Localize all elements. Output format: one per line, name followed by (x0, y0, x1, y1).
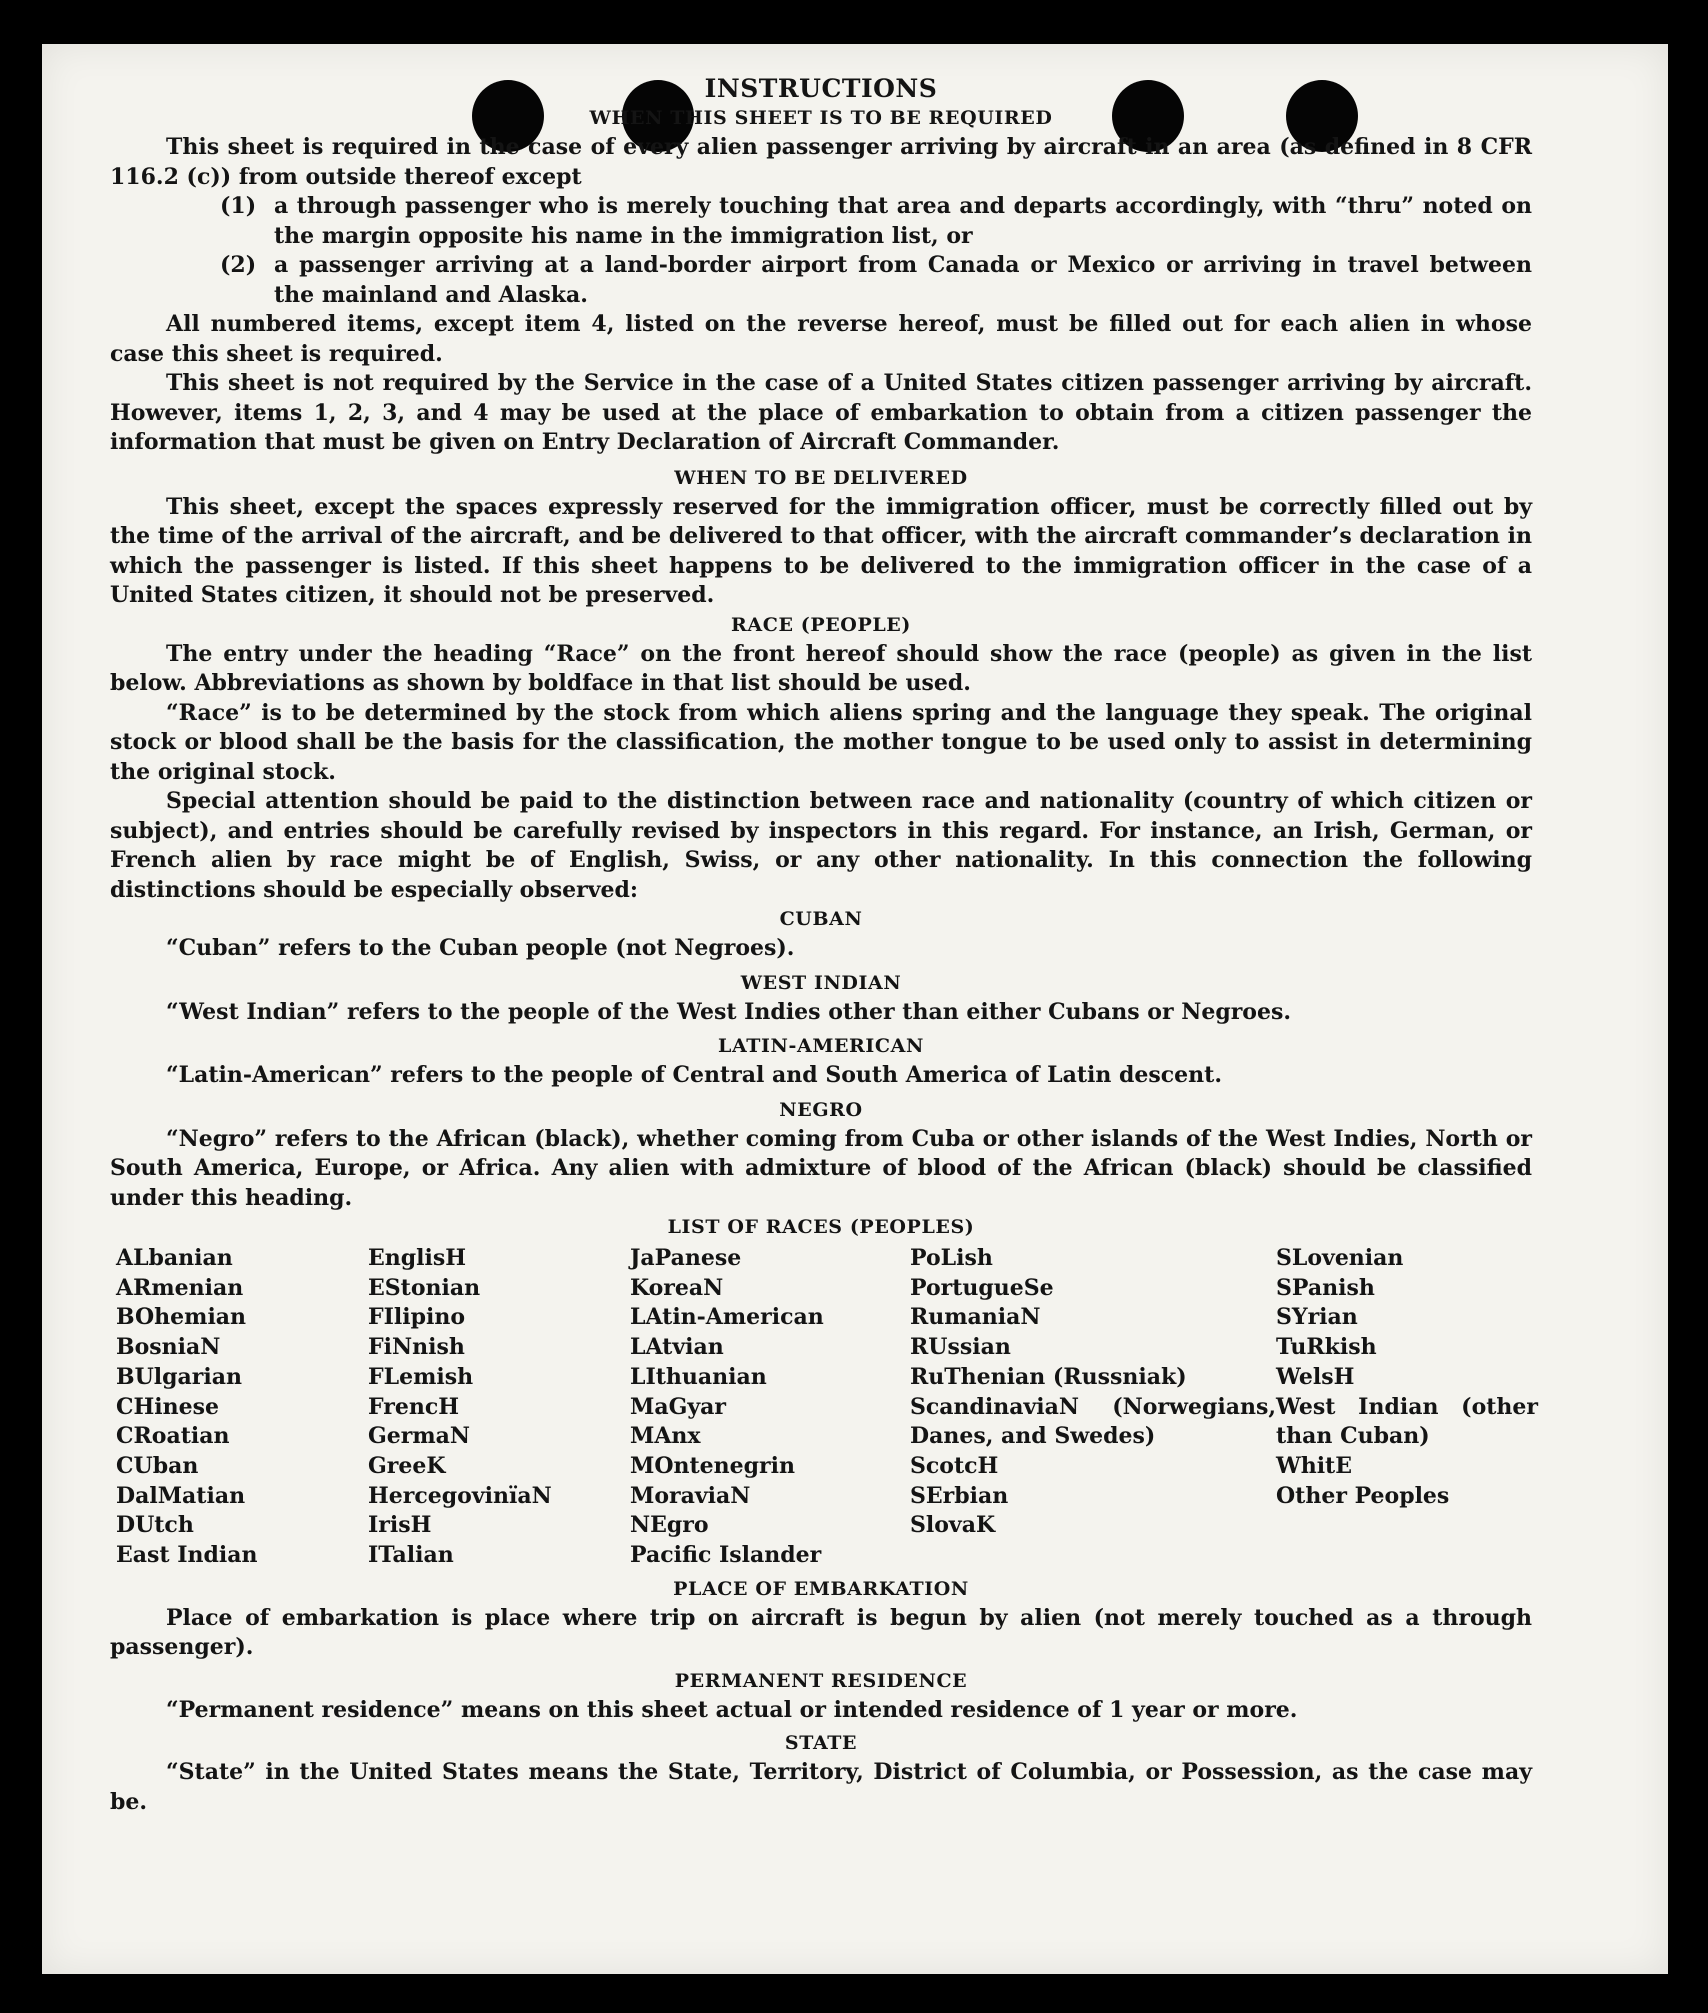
paragraph: “Negro” refers to the African (black), whether coming from Cuba or other islands of the West Indies, North or South America, Europe, or Africa. Any alien with admixture of blood of the African (black) should be classified under this heading. (110, 1125, 1532, 1211)
race-entry: ALbanian (116, 1245, 233, 1271)
race-entry: FLemish (368, 1363, 474, 1390)
page-title: INSTRUCTIONS (704, 74, 938, 103)
paragraph: Place of embarkation is place where trip on aircraft is begun by alien (not merely touched as a through passenger). (110, 1604, 1532, 1661)
paragraph: Special attention should be paid to the distinction between race and nationality (country of which citizen or subject), and entries should be carefully revised by inspectors in this regard. For instance, an Irish, German, or French alien by race might be of English, Swiss, or any other nationality. In this connection the following distinctions should be especially observed: (110, 788, 1532, 903)
list-item (220, 251, 1532, 310)
race-entry: MOntenegrin (630, 1452, 795, 1479)
section-heading-when-delivered: WHEN TO BE DELIVERED (674, 466, 968, 489)
race-entry: DUtch (116, 1512, 194, 1539)
section-heading-race: RACE (PEOPLE) (731, 613, 911, 636)
paragraph: “Race” is to be determined by the stock from which aliens spring and the language they speak. The original stock or blood shall be the basis for the classification, the mother tongue to be used only to assist in determining the original stock. (110, 699, 1532, 785)
race-entry: East Indian (116, 1542, 258, 1569)
race-entry: ITalian (368, 1542, 454, 1569)
paragraph: “Permanent residence” means on this sheet actual or intended residence of 1 year or more. (166, 1696, 1298, 1723)
instructions-content (110, 74, 1538, 1817)
section-heading-latin-american: LATIN-AMERICAN (718, 1035, 924, 1057)
section-heading-when-required: WHEN THIS SHEET IS TO BE REQUIRED (589, 107, 1053, 129)
race-entry: SYrian (1276, 1304, 1358, 1331)
paragraph: “West Indian” refers to the people of the West Indies other than either Cubans or Negroes. (166, 998, 1292, 1025)
race-entry: RUssian (910, 1334, 1011, 1361)
race-entry: CHinese (116, 1393, 220, 1420)
race-entry: EnglisH (368, 1245, 467, 1271)
paragraph: The entry under the heading “Race” on the front hereof should show the race (people) as given in the list below. Abbreviations as shown by boldface in that list should be used. (110, 640, 1532, 696)
item-text: a through passenger who is merely touching that area and departs accordingly, with “thru” noted on the margin opposite his name in the immigration list, or (274, 193, 1532, 249)
race-entry: SLovenian (1276, 1245, 1404, 1271)
race-entry: PortugueSe (910, 1274, 1054, 1301)
race-entry: FrencH (368, 1393, 459, 1420)
race-entry: EStonian (368, 1274, 481, 1301)
item-text: a passenger arriving at a land-border airport from Canada or Mexico or arriving in travel between the mainland and Alaska. (274, 252, 1532, 308)
race-entry: West Indian (other than Cuban) (1276, 1393, 1538, 1450)
paragraph: This sheet is not required by the Service in the case of a United States citizen passenger arriving by aircraft. However, items 1, 2, 3, and 4 may be used at the place of embarkation to obtain from a citizen passenger the information that must be given on Entry Declaration of Aircraft Commander. (110, 370, 1532, 455)
race-column (368, 1244, 630, 1571)
race-entry: BUlgarian (116, 1363, 242, 1390)
race-column (910, 1244, 1276, 1571)
race-entry: HercegovinïaN (368, 1482, 552, 1509)
race-entry: MaGyar (630, 1393, 727, 1420)
race-entry: BosniaN (116, 1334, 221, 1361)
race-column (116, 1244, 368, 1571)
race-entry: SlovaK (910, 1512, 996, 1539)
paragraph: “State” in the United States means the State, Territory, District of Columbia, or Possession, as the case may be. (110, 1759, 1532, 1815)
race-entry: Other Peoples (1276, 1482, 1450, 1509)
race-column (1276, 1244, 1538, 1571)
paragraph: “Cuban” refers to the Cuban people (not Negroes). (166, 935, 795, 961)
paragraph: “Latin-American” refers to the people of Central and South America of Latin descent. (166, 1062, 1222, 1088)
race-entry: ScandinaviaN (Norwegians, Danes, and Swedes) (910, 1393, 1276, 1450)
race-entry: ScotcH (910, 1452, 999, 1479)
race-entry: SPanish (1276, 1274, 1375, 1301)
race-entry: RumaniaN (910, 1304, 1041, 1331)
section-heading-residence: PERMANENT RESIDENCE (674, 1669, 968, 1692)
race-entry: IrisH (368, 1512, 432, 1539)
race-entry: CUban (116, 1452, 199, 1479)
race-entry: WhitE (1276, 1452, 1352, 1479)
paragraph: All numbered items, except item 4, listed on the reverse hereof, must be filled out for each alien in whose case this sheet is required. (110, 311, 1532, 367)
race-entry: PoLish (910, 1245, 993, 1271)
race-entry: LAtin-American (630, 1304, 824, 1331)
race-entry: DalMatian (116, 1482, 246, 1509)
race-entry: MoraviaN (630, 1482, 751, 1509)
race-entry: LAtvian (630, 1334, 724, 1361)
race-entry: RuThenian (Russniak) (910, 1363, 1187, 1390)
race-entry: TuRkish (1276, 1334, 1377, 1361)
paragraph: This sheet, except the spaces expressly reserved for the immigration officer, must be correctly filled out by the time of the arrival of the aircraft, and be delivered to that officer, with the aircraft commander’s declaration in which the passenger is listed. If this sheet happens to be delivered to the immigration officer in the case of a United States citizen, it should not be preserved. (110, 493, 1532, 608)
race-entry: WelsH (1276, 1363, 1355, 1390)
list-item (220, 192, 1532, 251)
race-entry: KoreaN (630, 1274, 724, 1301)
section-heading-negro: NEGRO (779, 1098, 863, 1121)
section-heading-west-indian: WEST INDIAN (740, 971, 902, 994)
paragraph: This sheet is required in the case of every alien passenger arriving by aircraft in an area (as defined in 8 CFR 116.2 (c)) from outside thereof except (110, 134, 1532, 190)
section-heading-race-list: LIST OF RACES (PEOPLES) (667, 1216, 975, 1238)
race-entry: GreeK (368, 1452, 446, 1479)
item-number: (1) (220, 193, 257, 219)
race-entry: CRoatian (116, 1423, 230, 1450)
item-number: (2) (220, 252, 257, 278)
race-entry: GermaN (368, 1423, 471, 1450)
race-entry: Pacific Islander (630, 1542, 822, 1569)
race-entry: LIthuanian (630, 1363, 767, 1390)
race-entry: BOhemian (116, 1304, 247, 1331)
race-entry: FIlipino (368, 1304, 466, 1331)
race-entry: MAnx (630, 1423, 701, 1450)
section-heading-cuban: CUBAN (779, 908, 863, 930)
race-entry: ARmenian (116, 1274, 244, 1301)
race-entry: NEgro (630, 1512, 709, 1539)
race-list (116, 1244, 1538, 1571)
race-entry: SErbian (910, 1482, 1009, 1509)
race-column (630, 1244, 910, 1571)
section-heading-state: STATE (784, 1732, 858, 1755)
race-entry: JaPanese (630, 1245, 742, 1271)
section-heading-embarkation: PLACE OF EMBARKATION (673, 1577, 969, 1600)
race-entry: FiNnish (368, 1334, 465, 1361)
